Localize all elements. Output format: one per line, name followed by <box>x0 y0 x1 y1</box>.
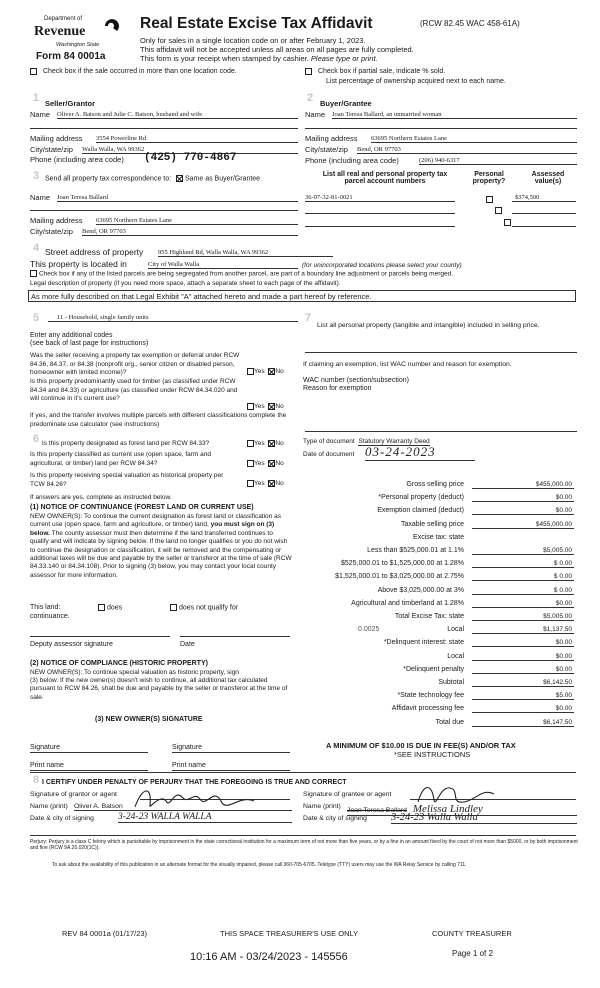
new-owner-signature-2-line[interactable] <box>172 752 290 753</box>
s6-q3-answers <box>247 480 284 487</box>
tax-row-label: Total Excise Tax: state <box>394 613 464 620</box>
assessed-value-heading <box>520 171 576 185</box>
buyer-phone-row <box>305 156 577 165</box>
header-line-3-text: This form is your receipt when stamped by cashier. <box>140 54 309 63</box>
tax-row-value[interactable]: $6,147.50 <box>472 719 574 727</box>
s5-q1-yes-label: Yes <box>254 368 265 376</box>
deputy-signature-line[interactable] <box>30 636 170 637</box>
correspondence-section-number: 3 <box>33 170 40 182</box>
s6-q2: Is this property classified as current use (open space, farm and agricultural, or timber) land per RCW 84.34? <box>30 451 212 467</box>
tax-row-value[interactable]: $1,137.50 <box>472 626 574 634</box>
segregate-checkbox[interactable] <box>30 270 37 277</box>
street-address-label: Street address of property <box>45 247 144 257</box>
seller-name-label: Name <box>30 110 51 119</box>
tax-row-label: Total due <box>435 718 464 726</box>
tax-row-value[interactable]: $0.00 <box>472 600 574 608</box>
deputy-date-line[interactable] <box>180 636 290 637</box>
s6-q2-no-label: No <box>275 460 284 468</box>
tax-row-value[interactable]: $0.00 <box>472 666 574 674</box>
treasurer-space: THIS SPACE TREASURER'S USE ONLY <box>220 929 359 938</box>
exemption-reason-label: Reason for exemption <box>303 385 372 392</box>
s5-q1: Was the seller receiving a property tax exemption or deferral under RCW 84.36, 84.37, or 84.38 (nonprofit org., senior citizen or disabled person, homeowner with limited income)? <box>30 352 240 376</box>
certify-statement: I CERTIFY UNDER PENALTY OF PERJURY THAT THE FOREGOING IS TRUE AND CORRECT <box>42 779 347 786</box>
buyer-name-label: Name <box>305 110 326 119</box>
s6-q1-yes-checkbox[interactable] <box>247 440 254 447</box>
seller-heading: Seller/Grantor <box>45 99 96 108</box>
page-number: Page 1 of 2 <box>452 949 493 958</box>
same-as-buyer-checkbox[interactable] <box>176 175 183 182</box>
correspondence-row <box>45 175 260 182</box>
street-address-row <box>45 247 575 257</box>
segregate-row <box>30 270 580 277</box>
section-7-number: 7 <box>305 312 312 324</box>
form-title: Real Estate Excise Tax Affidavit <box>140 15 373 32</box>
s6-q2-answers <box>247 460 284 467</box>
seller-mail-row <box>30 134 298 143</box>
correspondence-blank-line <box>30 210 298 211</box>
correspondence-name-row <box>30 193 298 202</box>
legal-description-label: Legal description of property (if you need more space, attach a separate sheet to each page of the affidavit). <box>30 280 341 287</box>
personal-property-heading-2: property? <box>472 178 506 185</box>
s6-q3-no-checkbox[interactable] <box>268 480 275 487</box>
buyer-name-field[interactable]: Joan Teresa Ballard, an unmarried woman <box>332 111 577 119</box>
s6-q1: Is this property designated as forest land per RCW 84.33? <box>42 440 210 447</box>
parcel-number-1[interactable]: 36-07-32-81-0021 <box>305 194 455 202</box>
deputy-signature-label: Deputy assessor signature <box>30 641 113 648</box>
does-not-qualify-checkbox[interactable] <box>170 604 177 611</box>
buyer-mail-label: Mailing address <box>305 134 358 143</box>
grantor-signature-label: Signature of grantor or agent <box>30 791 117 798</box>
seller-phone-row <box>30 152 298 164</box>
new-owner-signature-heading: (3) NEW OWNER(S) SIGNATURE <box>95 716 203 723</box>
does-not-option <box>170 604 238 611</box>
parcels-heading-1: List all real and personal property tax <box>322 171 448 178</box>
tax-row-value[interactable]: $ 0.00 <box>472 573 574 581</box>
s5-q1-no-label: No <box>275 368 284 376</box>
s5-q1-answers <box>247 368 284 375</box>
tax-row-label: Excise tax: state <box>413 533 464 541</box>
parcel-personal-checkbox-1[interactable] <box>486 196 493 203</box>
tax-row-label: *State technology fee <box>397 692 464 700</box>
s6-q3: Is this property receiving special valuation as historical property per TCW 84.26? <box>30 472 224 488</box>
seller-mail-label: Mailing address <box>30 134 83 143</box>
s6-q3-no-label: No <box>275 480 284 488</box>
header-line-3-italic: Please type or print. <box>310 54 378 63</box>
s6-q3-yes-label: Yes <box>254 480 265 488</box>
tax-row-label: $1,525,000.01 to $3,025,000.00 at 2.75% <box>335 573 464 581</box>
s5-q2-yes-checkbox[interactable] <box>247 403 254 410</box>
doc-date-field[interactable]: 03-24-2023 <box>365 444 475 461</box>
correspondence-mail-label: Mailing address <box>30 216 83 225</box>
section-6-number: 6 <box>33 433 40 445</box>
s6-q1-no-checkbox[interactable] <box>268 440 275 447</box>
s5-q2: Is this property predominantly used for timber (as classified under RCW 84.34 and 84.33) or agriculture (as classified under RCW 84.34.020 and will continue in it's current use? <box>30 378 238 402</box>
tax-row-value[interactable]: $6,142.50 <box>472 679 574 687</box>
see-instructions-note: *SEE INSTRUCTIONS <box>394 750 471 759</box>
dor-agency: Revenue <box>34 24 86 39</box>
new-owner-print-2-line[interactable] <box>172 770 290 771</box>
tax-row-value[interactable]: $5,005.00 <box>472 547 574 555</box>
dor-logo-icon <box>102 16 120 36</box>
header-line-2: This affidavit will not be accepted unless all areas on all pages are fully completed. <box>140 45 414 54</box>
local-tax-rate: 0.0025 <box>358 626 380 634</box>
tax-row-label: $525,000.01 to $1,525,000.00 at 1.28% <box>341 560 464 568</box>
grantor-date-row <box>30 812 292 822</box>
exemption-label: If claiming an exemption, list WAC number and reason for exemption. <box>303 361 512 368</box>
footer-rule <box>30 835 576 836</box>
parcel-value-2[interactable] <box>512 213 576 214</box>
parcels-heading <box>305 171 465 185</box>
tax-row-value[interactable]: $5,005.00 <box>472 613 574 621</box>
notice-2-title: (2) NOTICE OF COMPLIANCE (HISTORIC PROPERTY) <box>30 660 208 667</box>
tax-row-label: Local <box>447 652 464 660</box>
dor-state: Washington State <box>56 42 100 48</box>
seller-mail-field[interactable]: 3554 Powerline Rd <box>96 135 298 143</box>
correspondence-city-field[interactable]: Bend, OR 97703 <box>82 228 298 236</box>
header-line-1: Only for sales in a single location code on or after February 1, 2023. <box>140 36 366 45</box>
doc-type-label: Type of document <box>303 438 355 445</box>
exemption-reason-field[interactable] <box>305 431 577 432</box>
correspondence-mail-field[interactable]: 63695 Northern Estates Lane <box>96 217 298 225</box>
personal-property-label: List all personal property (tangible and intangible) included in selling price. <box>317 322 540 329</box>
tax-row-label: Local <box>447 626 464 634</box>
parcel-personal-checkbox-2[interactable] <box>495 207 502 214</box>
parcel-value-1[interactable]: $374,500 <box>512 194 576 202</box>
buyer-blank-line <box>305 128 577 129</box>
parcel-personal-checkbox-3[interactable] <box>504 219 511 226</box>
tax-row-label: Gross selling price <box>406 481 464 488</box>
parcel-value-3[interactable] <box>512 226 576 227</box>
additional-codes-2: (see back of last page for instructions) <box>30 340 149 347</box>
buyer-name-row <box>305 110 577 119</box>
rev-number: REV 84 0001a (01/17/23) <box>62 929 148 938</box>
notice-2-a: NEW OWNER(S): To continue special valuation as historic property, sign <box>30 669 239 676</box>
does-option <box>98 604 122 611</box>
certify-rule <box>30 772 576 773</box>
property-section-number: 4 <box>33 242 40 254</box>
section-8-number: 8 <box>33 774 40 786</box>
tax-row-value[interactable]: $455,000.00 <box>472 521 574 529</box>
use-code-field[interactable]: 11 - Household, single family units <box>48 314 298 322</box>
this-land-row <box>30 604 298 611</box>
located-in-row <box>30 259 575 269</box>
tax-row-label: Subtotal <box>438 679 464 686</box>
notice-1-bold: you must sign on (3) below. <box>30 521 275 537</box>
notice-1-body-b: The county assessor must then determine if the land transferred continues to qualify and will indicate by signing below. If the land no longer qualifies or you do not wish to continue the designation or classification, it will be removed and the compensating or additional taxes will be due and payable by the seller or transferor at the time of sale (RCW 84.33.140 or 84.34.108). Prior to signing (3) below, you may contact your local county assessor for more information. <box>30 529 292 579</box>
buyer-phone-label: Phone (including area code) <box>305 156 399 165</box>
buyer-mail-field[interactable]: 63695 Northern Estates Lane <box>371 135 577 143</box>
buyer-mail-row <box>305 134 577 143</box>
grantee-name-label: Name (print) <box>303 803 341 810</box>
tax-row-label: Taxable selling price <box>400 520 464 528</box>
form-number: Form 84 0001a <box>36 51 106 62</box>
s6-q2-no-checkbox[interactable] <box>268 460 275 467</box>
correspondence-city-label: City/state/zip <box>30 227 73 236</box>
seller-name-row <box>30 110 298 119</box>
new-owner-signature-1-label: Signature <box>30 744 60 751</box>
s5-q2-no-checkbox[interactable] <box>268 403 275 410</box>
doc-date-row <box>303 444 463 459</box>
pct-list-label: List percentage of ownership acquired next to each name. <box>326 78 506 85</box>
new-owner-print-1-line[interactable] <box>30 770 148 771</box>
grantor-name-row <box>30 803 292 810</box>
receipt-stamp: 10:16 AM - 03/24/2023 - 145556 <box>190 951 348 963</box>
new-owner-signature-2-label: Signature <box>172 744 202 751</box>
unincorporated-note: (for unincorporated locations please select your county) <box>302 262 462 269</box>
multi-location-label: Check box if the sale occurred in more than one location code. <box>42 68 237 76</box>
tax-row-value[interactable]: $ 0.00 <box>472 560 574 568</box>
deputy-date-label: Date <box>180 641 195 648</box>
s5-q1-no-checkbox[interactable] <box>268 368 275 375</box>
dor-logo <box>30 14 122 64</box>
doc-date-label: Date of document <box>303 451 355 458</box>
tax-row-label: Agricultural and timberland at 1.28% <box>351 599 464 607</box>
partial-sale-label: Check box if partial sale, indicate % sold. <box>317 68 446 76</box>
grantor-name-field[interactable]: Oliver A. Batson <box>74 803 292 811</box>
tax-row-value[interactable]: $5.00 <box>472 692 574 700</box>
s6-q1-answers <box>247 440 284 447</box>
personal-property-heading <box>466 171 512 185</box>
assessed-value-heading-1: Assessed <box>531 171 565 178</box>
buyer-city-label: City/state/zip <box>305 145 348 154</box>
alternate-format-note: To ask about the availability of this publication in an alternate format for the visually impaired, please call 360-705-6705. Teletype (TTY) users may use the WA Relay Service by calling 711. <box>52 862 467 868</box>
additional-codes-1: Enter any additional codes <box>30 332 113 339</box>
parcel-number-2[interactable] <box>305 213 455 214</box>
tax-row-label: Exemption claimed (deduct) <box>377 507 464 515</box>
s6-q3-yes-checkbox[interactable] <box>247 480 254 487</box>
new-owner-print-1-label: Print name <box>30 762 64 769</box>
grantee-name-handwritten: Melissa Lindley <box>412 803 483 815</box>
grantor-date-label: Date & city of signing <box>30 815 94 822</box>
same-as-buyer-label: Same as Buyer/Grantee <box>184 175 261 183</box>
this-land-label: This land: <box>30 604 61 611</box>
grantee-signature-label: Signature of grantee or agent <box>303 791 392 798</box>
perjury-note: Perjury: Perjury is a class C felony which is punishable by imprisonment in the state correctional institution for a maximum term of not more than five years, or by a fine in an amount fixed by the court of not more than $5000, or by both imprisonment and fine (RCW 9A.20.020(1C)). <box>30 839 578 851</box>
s5-q3: If yes, and the transfer involves multiple parcels with different classifications complete the predominate use calculator (see instructions) <box>30 412 287 428</box>
minimum-fee-note: A MINIMUM OF $10.00 IS DUE IN FEE(S) AND/OR TAX <box>326 741 516 750</box>
section-5-number: 5 <box>33 312 40 324</box>
seller-phone-field[interactable]: (425) 770-4867 <box>144 152 237 164</box>
buyer-heading: Buyer/Grantee <box>320 99 372 108</box>
grantee-name-struck: Joan Teresa Ballard <box>347 807 407 814</box>
header-line-3 <box>140 54 378 63</box>
buyer-phone-field[interactable]: (206) 940-6317 <box>419 157 577 165</box>
does-label: does <box>106 604 123 612</box>
s5-q2-answers <box>247 403 284 410</box>
doc-type-field[interactable]: Statutory Warranty Deed <box>358 438 430 445</box>
seller-blank-line <box>30 128 298 129</box>
tax-row-value[interactable]: $ 0.00 <box>472 587 574 595</box>
seller-phone-label: Phone (including area code) <box>30 155 124 164</box>
multi-location-row <box>30 68 237 75</box>
new-owner-print-2-label: Print name <box>172 762 206 769</box>
tax-row-label: Less than $525,000.01 at 1.1% <box>367 547 464 554</box>
correspondence-mail-row <box>30 216 298 225</box>
seller-section-number: 1 <box>33 92 40 104</box>
buyer-city-row <box>305 145 577 154</box>
form-citation: (RCW 82.45 WAC 458-61A) <box>420 19 520 28</box>
segregate-label: Check box if any of the listed parcels are being segregated from another parcel, are part of a boundary line adjustment or parcels being merged. <box>38 270 454 278</box>
wac-number-label: WAC number (section/subsection) <box>303 377 409 384</box>
does-not-label: does not qualify for <box>178 604 239 612</box>
s6-q1-no-label: No <box>275 440 284 448</box>
continuance-label: continuance. <box>30 613 70 620</box>
new-owner-signature-1-line[interactable] <box>30 752 148 753</box>
correspondence-name-field[interactable]: Joan Teresa Ballard <box>57 194 298 202</box>
buyer-city-field[interactable]: Bend, OR 97703 <box>357 146 577 154</box>
personal-property-field[interactable] <box>305 352 577 353</box>
does-qualify-checkbox[interactable] <box>98 604 105 611</box>
tax-row-value[interactable]: $0.00 <box>472 705 574 713</box>
s5-q1-yes-checkbox[interactable] <box>247 368 254 375</box>
county-treasurer: COUNTY TREASURER <box>432 929 512 938</box>
tax-row-label: *Delinquent interest: state <box>383 639 464 647</box>
grantee-name-row <box>303 803 577 815</box>
located-in-label: This property is located in <box>30 259 127 269</box>
answers-yes-note: If answers are yes, complete as instructed below. <box>30 494 172 501</box>
seller-city-label: City/state/zip <box>30 145 73 154</box>
correspondence-label: Send all property tax correspondence to: <box>45 175 172 183</box>
parcel-number-3[interactable] <box>305 226 455 227</box>
tax-row-value[interactable]: $0.00 <box>472 507 574 515</box>
notice-1-body <box>30 513 292 580</box>
tax-row-label: *Delinquent penalty <box>403 665 464 673</box>
correspondence-city-row <box>30 227 298 236</box>
street-address-field[interactable]: 955 Highland Rd, Walla Walla, WA 99362 <box>158 249 333 257</box>
s6-q2-yes-label: Yes <box>254 460 265 468</box>
partial-sale-checkbox[interactable] <box>305 68 312 75</box>
located-in-field[interactable]: City of Walla Walla <box>148 261 298 269</box>
tax-row-value[interactable]: $0.00 <box>472 494 574 502</box>
s6-q2-yes-checkbox[interactable] <box>247 460 254 467</box>
personal-property-heading-1: Personal <box>474 171 504 178</box>
tax-row-value[interactable]: $0.00 <box>472 653 574 661</box>
seller-name-field[interactable]: Oliver A. Batson and Julie C. Batson, husband and wife <box>57 111 298 119</box>
dor-dept-line: Department of <box>44 16 83 22</box>
seller-city-field[interactable]: Walla Walla, WA 99362 <box>82 146 298 154</box>
grantor-name-label: Name (print) <box>30 803 68 810</box>
buyer-section-number: 2 <box>307 92 314 104</box>
s5-q2-yes-label: Yes <box>254 403 265 411</box>
tax-row-label: Above $3,025,000.00 at 3% <box>377 586 464 594</box>
notice-2-b: (3) below. If the new owner(s) doesn't wish to continue, all additional tax calculated pursuant to RCW 84.26, shall be due and payable by the seller or transferor at the time of sale. <box>30 677 288 701</box>
notice-1-title: (1) NOTICE OF CONTINUANCE (FOREST LAND OR CURRENT USE) <box>30 504 254 511</box>
grantor-date-field[interactable]: 3-24-23 WALLA WALLA <box>118 812 292 823</box>
grantee-date-label: Date & city of signing <box>303 815 367 822</box>
tax-row-label: Affidavit processing fee <box>391 705 464 713</box>
assessed-value-heading-2: value(s) <box>534 178 562 185</box>
grantee-date-row <box>303 812 577 823</box>
parcels-heading-2: parcel account numbers <box>344 178 426 185</box>
tax-row-value[interactable]: $455,000.00 <box>472 481 574 489</box>
s5-q2-no-label: No <box>275 403 284 411</box>
legal-exhibit-box[interactable]: As more fully described on that Legal Exhibit "A" attached hereto and made a part hereof by reference. <box>28 290 576 302</box>
notice-1-body-a: NEW OWNER(S): To continue the current designation as forest land or classification as current use (open space, farm and agriculture, or timber) land, <box>30 513 281 529</box>
partial-sale-row <box>305 68 445 75</box>
grantee-date-field[interactable]: 3-24-23 Walla Walla <box>391 812 577 824</box>
s6-q1-yes-label: Yes <box>254 440 265 448</box>
tax-row-value[interactable]: $0.00 <box>472 639 574 647</box>
multi-location-checkbox[interactable] <box>30 68 37 75</box>
tax-row-label: *Personal property (deduct) <box>378 494 464 502</box>
correspondence-name-label: Name <box>30 193 51 202</box>
